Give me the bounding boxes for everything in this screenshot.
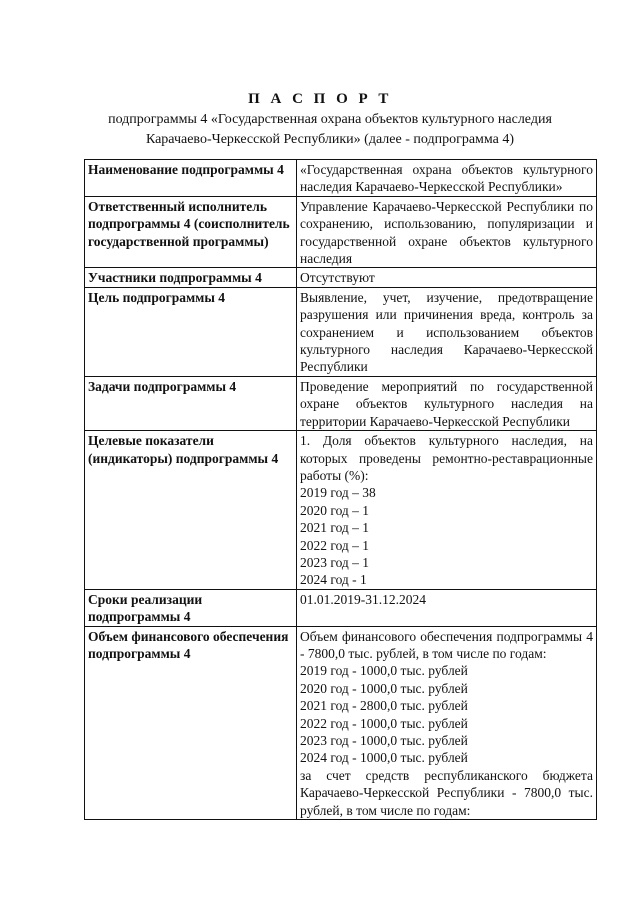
value-line: «Государственная охрана объектов культурного наследия Карачаево-Черкесской Республики» xyxy=(300,162,593,195)
value-line: 2021 год - 2800,0 тыс. рублей xyxy=(300,698,468,714)
table-row xyxy=(85,589,597,626)
row-value xyxy=(297,589,597,626)
table-row xyxy=(85,287,597,376)
row-label: Ответственный исполнитель подпрограммы 4 (соисполнитель государственной программы) xyxy=(85,196,297,268)
value-line: 01.01.2019-31.12.2024 xyxy=(300,591,426,607)
table-row xyxy=(85,160,597,197)
document-subtitle xyxy=(60,110,600,150)
value-line: 2020 год - 1000,0 тыс. рублей xyxy=(300,680,468,696)
value-line: 2020 год – 1 xyxy=(300,502,370,518)
document-title: П А С П О Р Т xyxy=(248,91,392,107)
value-line: 1. Доля объектов культурного наследия, на которых проведены ремонтно-реставрационные работы (%): xyxy=(300,433,593,483)
passport-table xyxy=(84,159,597,820)
row-label: Объем финансового обеспечения подпрограммы 4 xyxy=(85,626,297,819)
value-line: Отсутствуют xyxy=(300,270,375,286)
row-label: Сроки реализации подпрограммы 4 xyxy=(85,589,297,626)
subtitle-line: Карачаево-Черкесской Республики» (далее - подпрограмма 4) xyxy=(145,132,515,147)
value-line: 2023 год – 1 xyxy=(300,554,370,570)
subtitle-line: подпрограммы 4 «Государственная охрана объектов культурного наследия xyxy=(108,112,552,127)
value-line: Выявление, учет, изучение, предотвращение разрушения или причинения вреда, контроль за сохранением и использованием объектов культурного наследия Карачаево-Черкесской Республики xyxy=(300,289,593,375)
table-row xyxy=(85,431,597,590)
row-label: Участники подпрограммы 4 xyxy=(85,268,297,287)
value-line: 2022 год – 1 xyxy=(300,537,370,553)
value-line: 2019 год - 1000,0 тыс. рублей xyxy=(300,663,468,679)
row-value xyxy=(297,196,597,268)
row-value xyxy=(297,287,597,376)
row-value xyxy=(297,431,597,590)
value-line: 2023 год - 1000,0 тыс. рублей xyxy=(300,733,468,748)
value-line: 2024 год - 1000,0 тыс. рублей xyxy=(300,750,468,766)
row-label: Целевые показатели (индикаторы) подпрограммы 4 xyxy=(85,431,297,590)
row-value xyxy=(297,268,597,287)
row-value xyxy=(297,626,597,819)
row-label: Цель подпрограммы 4 xyxy=(85,287,297,376)
passport-table-body xyxy=(85,160,597,820)
value-line: 2019 год – 38 xyxy=(300,485,376,501)
row-label: Задачи подпрограммы 4 xyxy=(85,376,297,430)
value-line: Проведение мероприятий по государственной охране объектов культурного наследия на территории Карачаево-Черкесской Республики xyxy=(300,378,593,429)
row-value xyxy=(297,160,597,197)
value-line: 2021 год – 1 xyxy=(300,520,370,536)
value-line: 2024 год - 1 xyxy=(300,572,367,588)
value-line: 2022 год - 1000,0 тыс. рублей xyxy=(300,715,468,731)
table-row xyxy=(85,626,597,819)
row-value xyxy=(297,376,597,430)
table-row xyxy=(85,268,597,287)
table-row xyxy=(85,196,597,268)
row-label: Наименование подпрограммы 4 xyxy=(85,160,297,197)
table-row xyxy=(85,376,597,430)
value-line: Управление Карачаево-Черкесской Республики по сохранению, использованию, популяризации и государственной охране объектов культурного наследия xyxy=(300,198,593,267)
value-line: Объем финансового обеспечения подпрограммы 4 - 7800,0 тыс. рублей, в том числе по годам: xyxy=(300,628,593,661)
value-line: за счет средств республиканского бюджета Карачаево-Черкесской Республики - 7800,0 тыс. рублей, в том числе по годам: xyxy=(300,767,593,818)
